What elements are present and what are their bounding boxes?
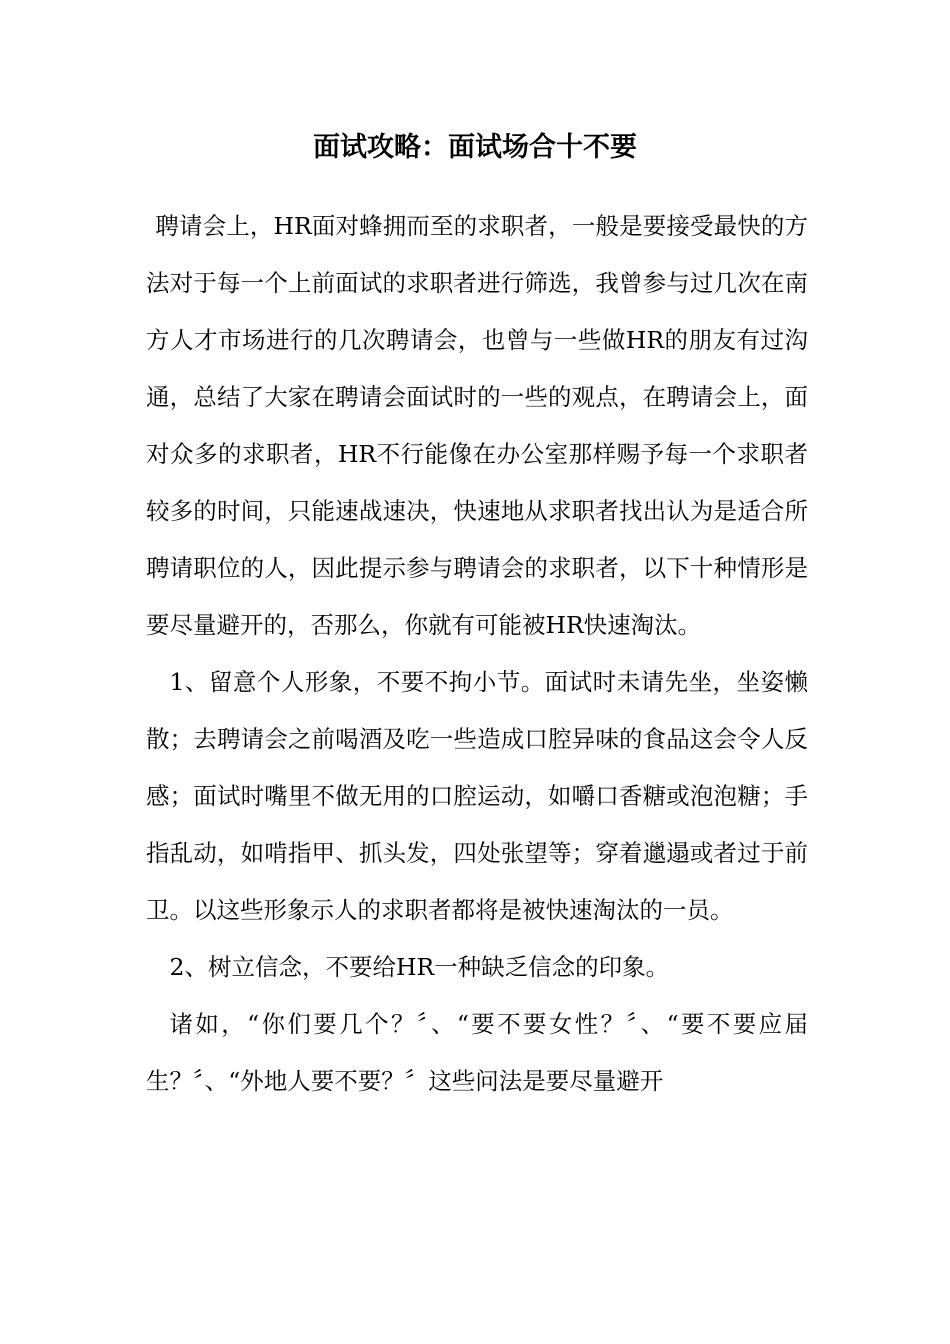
paragraph-point-1: 1、留意个人形象，不要不拘小节。面试时未请先坐，坐姿懒散；去聘请会之前喝酒及吃一些造成口腔异味的食品这会令人反感；面试时嘴里不做无用的口腔运动，如嚼口香糖或泡泡糖；手指乱动，如啃指甲、抓头发，四处张望等；穿着邋遢或者过于前卫。以这些形象示人的求职者都将是被快速淘汰的一员。 — [146, 668, 808, 924]
paragraph-intro: 聘请会上，HR面对蜂拥而至的求职者，一般是要接受最快的方法对于每一个上前面试的求职者进行筛选，我曾参与过几次在南方人才市场进行的几次聘请会，也曾与一些做HR的朋友有过沟通，总结了大家在聘请会面试时的一些的观点，在聘请会上，面对众多的求职者，HR不行能像在办公室那样赐予每一个求职者较多的时间，只能速战速决，快速地从求职者找出认为是适合所聘请职位的人，因此提示参与聘请会的求职者，以下十种情形是要尽量避开的，否那么，你就有可能被HR快速淘汰。 — [146, 212, 808, 639]
document-title: 面试攻略：面试场合十不要 — [313, 132, 637, 163]
paragraph-point-2: 2、树立信念，不要给HR一种缺乏信念的印象。 — [169, 953, 670, 981]
paragraph-examples: 诸如，“你们要几个？〞、“要不要女性？〞、“要不要应届生？〞、“外地人要不要？〞这些问法是要尽量避开 — [146, 1010, 808, 1095]
document-body — [146, 198, 808, 1110]
